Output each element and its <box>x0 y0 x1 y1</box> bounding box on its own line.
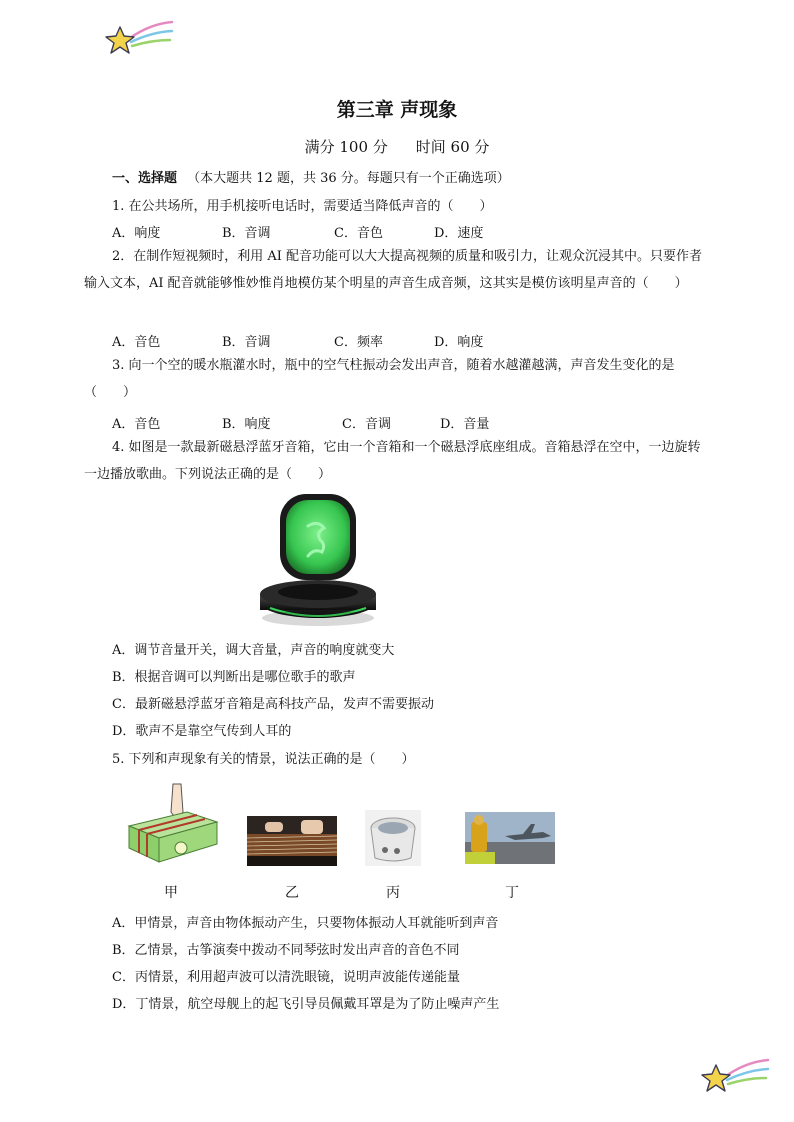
question-4-text: 4. 如图是一款最新磁悬浮蓝牙音箱，它由一个音箱和一个磁悬浮底座组成。音箱悬浮在空中，一边旋转一边播放歌曲。下列说法正确的是（ ） <box>84 440 701 482</box>
caption-yi: 乙 <box>285 885 299 901</box>
star-decoration-top-icon <box>100 18 176 60</box>
question-5-text: 5. 下列和声现象有关的情景，说法正确的是（ ） <box>112 752 415 767</box>
question-2-text: 2．在制作短视频时，利用 AI 配音功能可以大大提高视频的质量和吸引力，让观众沉浸其中。只要作者输入文本，AI 配音就能够惟妙惟肖地模仿某个明星的声音生成音频，这其实是模仿该明星声音的（ ） <box>84 249 703 291</box>
option: A．音色 <box>112 335 161 350</box>
option: D．歌声不是靠空气传到人耳的 <box>112 724 292 739</box>
option: A．甲情景，声音由物体振动产生，只要物体振动人耳就能听到声音 <box>112 916 499 931</box>
option: C．最新磁悬浮蓝牙音箱是高科技产品，发声不需要振动 <box>112 697 434 712</box>
option: B．乙情景，古筝演奏中拨动不同琴弦时发出声音的音色不同 <box>112 943 460 958</box>
section-note: （本大题共 12 题，共 36 分。每题只有一个正确选项） <box>187 171 510 186</box>
star-decoration-bottom-icon <box>696 1056 772 1098</box>
option: B．音调 <box>222 335 271 350</box>
option: D．速度 <box>434 226 484 241</box>
option: D．丁情景，航空母舰上的起飞引导员佩戴耳罩是为了防止噪声产生 <box>112 997 500 1012</box>
option: A．音色 <box>112 417 161 432</box>
ultrasonic-cleaner-image <box>365 810 421 866</box>
option: B．音调 <box>222 226 271 241</box>
option: C．频率 <box>334 335 383 350</box>
option: C．音色 <box>334 226 383 241</box>
section-title: 一、选择题 <box>112 171 178 186</box>
caption-ding: 丁 <box>505 885 519 901</box>
question-3-text: 3. 向一个空的暖水瓶灌水时，瓶中的空气柱振动会发出声音，随着水越灌越满，声音发生变化的是（ ） <box>84 358 675 400</box>
option: B．响度 <box>222 417 271 432</box>
option: D．音量 <box>440 417 490 432</box>
option: A．调节音量开关，调大音量，声音的响度就变大 <box>112 643 395 658</box>
caption-jia: 甲 <box>164 885 178 901</box>
rubber-band-box-image <box>125 782 220 864</box>
section-heading <box>112 167 510 186</box>
option: B．根据音调可以判断出是哪位歌手的歌声 <box>112 670 356 685</box>
time-label: 时间 60 分 <box>415 138 490 156</box>
page-title: 第三章 声现象 <box>336 99 458 121</box>
option: D．响度 <box>434 335 484 350</box>
guzheng-image <box>247 816 337 866</box>
question-1-text: 1. 在公共场所，用手机接听电话时，需要适当降低声音的（ ） <box>112 199 493 214</box>
option: C．丙情景，利用超声波可以清洗眼镜，说明声波能传递能量 <box>112 970 460 985</box>
aircraft-carrier-image <box>465 812 555 864</box>
score-label: 满分 100 分 <box>304 138 388 156</box>
levitating-speaker-image <box>250 490 388 632</box>
exam-info <box>0 136 794 157</box>
option: C．音调 <box>342 417 391 432</box>
caption-bing: 丙 <box>386 885 400 901</box>
option: A．响度 <box>112 226 161 241</box>
